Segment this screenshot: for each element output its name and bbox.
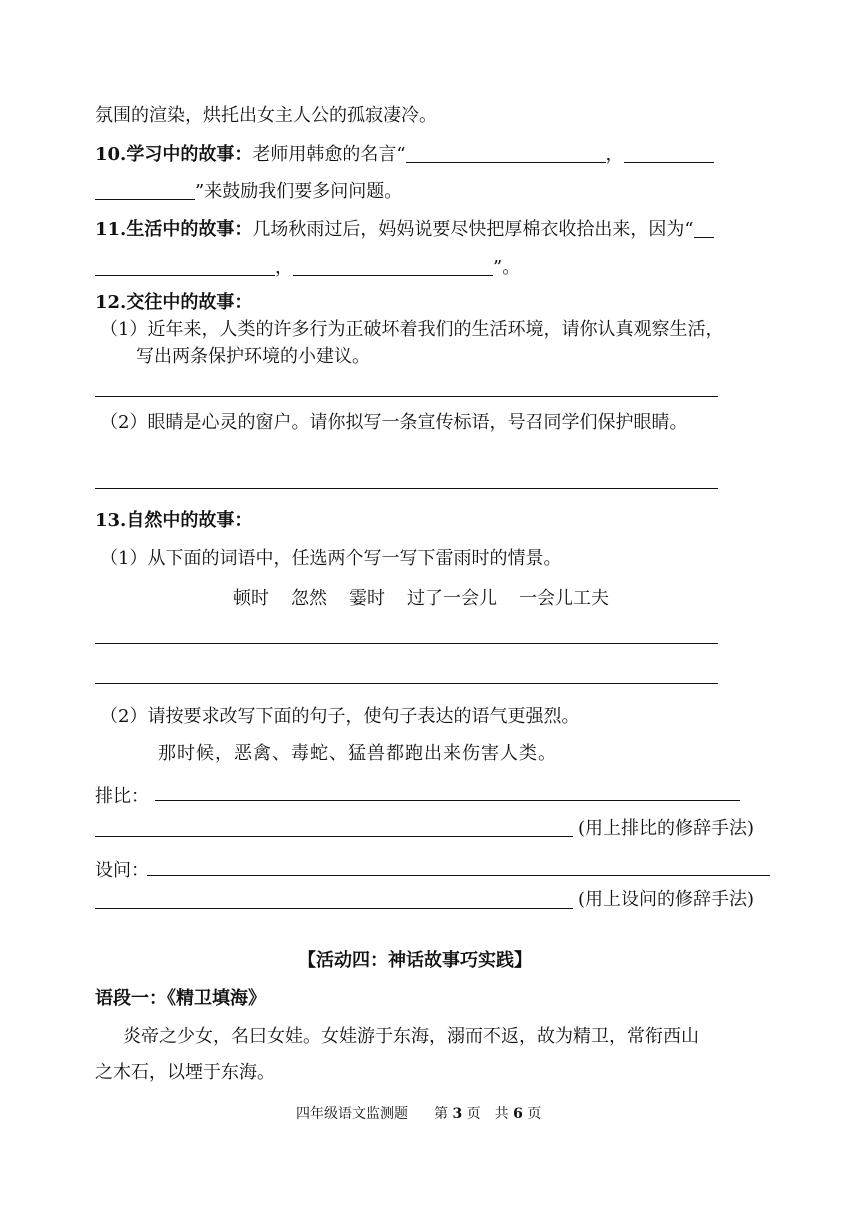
shewen-label: 设问：: [95, 860, 149, 881]
exam-title: 四年级语文监测题: [296, 1106, 408, 1122]
question-12-part1-line2: 写出两条保护环境的小建议。: [136, 346, 370, 367]
question-10-label: 10.学习中的故事：: [95, 144, 253, 165]
answer-line-13-1a[interactable]: [95, 643, 718, 644]
question-11-text: 几场秋雨过后，妈妈说要尽快把厚棉衣收拾出来，因为“: [252, 219, 694, 240]
word-bank-item: 顿时: [233, 588, 269, 609]
question-13-part1: （1）从下面的词语中，任选两个写一写下雷雨时的情景。: [100, 548, 562, 569]
word-bank-item: 一会儿工夫: [519, 588, 609, 609]
paibi-label: 排比：: [95, 786, 149, 807]
answer-blank-10b[interactable]: [624, 144, 714, 163]
question-13-part2: （2）请按要求改写下面的句子，使句子表达的语气更强烈。: [100, 706, 580, 727]
question-10-sep: ，: [605, 144, 624, 165]
question-10-line1: [95, 143, 714, 167]
page-footer: 四年级语文监测题 第 3 页 共 6 页: [296, 1106, 542, 1122]
question-10-tail: ”来鼓励我们要多问问题。: [195, 181, 403, 202]
question-12-label: 12.交往中的故事：: [95, 292, 253, 313]
source-sentence: 那时候，恶禽、毒蛇、猛兽都跑出来伤害人类。: [158, 743, 557, 764]
question-11-line1: [95, 218, 714, 242]
answer-blank-11b[interactable]: [95, 257, 275, 276]
question-12-part2: （2）眼睛是心灵的窗户。请你拟写一条宣传标语，号召同学们保护眼睛。: [100, 412, 688, 433]
question-11-label: 11.生活中的故事：: [95, 219, 253, 240]
answer-blank-10c[interactable]: [95, 181, 195, 200]
answer-line-shewen-2[interactable]: [95, 908, 573, 909]
activity-title: 【活动四：神话故事巧实践】: [298, 950, 532, 971]
page-total: 6: [513, 1106, 523, 1122]
paibi-note: (用上排比的修辞手法): [578, 818, 755, 839]
question-13-label: 13.自然中的故事：: [95, 510, 253, 531]
passage-text-line1: 炎帝之少女，名曰女娃。女娃游于东海，溺而不返，故为精卫，常衔西山: [123, 1026, 699, 1047]
word-bank-item: 霎时: [349, 588, 385, 609]
answer-line-paibi-1[interactable]: [155, 800, 740, 801]
question-12-part1-line1: （1）近年来，人类的许多行为正破坏着我们的生活环境，请你认真观察生活，: [100, 319, 724, 340]
answer-line-paibi-2[interactable]: [95, 836, 573, 837]
answer-line-12-2[interactable]: [95, 488, 718, 489]
answer-blank-11a[interactable]: [694, 219, 714, 238]
answer-blank-11c[interactable]: [293, 257, 493, 276]
shewen-note: (用上设问的修辞手法): [578, 889, 755, 910]
question-11-tail: ”。: [493, 257, 521, 278]
answer-line-13-1b[interactable]: [95, 683, 718, 684]
answer-line-shewen-1[interactable]: [147, 875, 770, 876]
question-10-text: 老师用韩愈的名言“: [252, 144, 406, 165]
passage-label: 语段一：《精卫填海》: [95, 988, 266, 1009]
question-10-line2: [95, 180, 402, 204]
question-11-line2: [95, 256, 520, 280]
word-bank: [233, 587, 609, 611]
question-11-sep: ，: [275, 257, 293, 278]
answer-line-12-1[interactable]: [95, 396, 718, 397]
passage-text-line2: 之木石，以堙于东海。: [95, 1062, 275, 1083]
page-number: 3: [452, 1106, 463, 1122]
answer-blank-10a[interactable]: [406, 144, 606, 163]
word-bank-item: 过了一会儿: [407, 588, 497, 609]
word-bank-item: 忽然: [291, 588, 327, 609]
intro-text: 氛围的渲染，烘托出女主人公的孤寂凄冷。: [95, 105, 437, 126]
